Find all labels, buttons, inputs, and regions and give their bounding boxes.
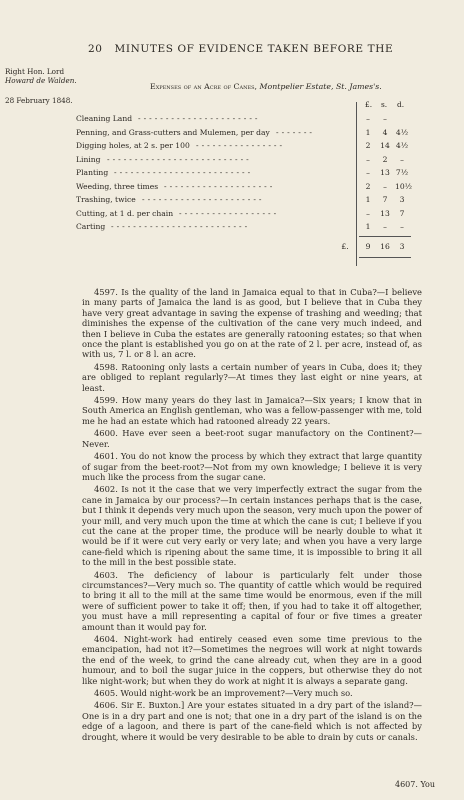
cell-shillings: –: [383, 114, 387, 123]
total-rule: [359, 236, 411, 237]
paragraph: 4597. Is the quality of the land in Jamaica equal to that in Cuba?—I believe in many parts of Jamaica the land is as good, but I believe that in Cuba they have very great advantage in saving the expense of trashing and weeding; that diminishes the expense of the cultivation of the cane very much indeed, and then I believe in Cuba the estates are generally ratooning estates; so that when once the plant is established you go on at the rate of 2 l. per acre, instead of, as with us, 7 l. or 8 l. an acre.: [82, 287, 422, 360]
cell-pence: 4½: [395, 141, 409, 150]
cell-pence: 3: [399, 195, 405, 204]
table-title: [150, 82, 382, 91]
col-pounds: £.: [365, 100, 373, 109]
cell-pounds: –: [366, 114, 370, 123]
row-label: Digging holes, at 2 s. per 100: [76, 141, 190, 150]
margin-witness: [5, 67, 77, 85]
paragraph: 4602. Is not it the case that we very imperfectly extract the sugar from the cane in Jamaica by our process?—In certain instances perhaps that is the case, but I think it depends very much upon the season, very much upon the power of your mill, and very much upon the time at which the cane is cut; I believe if you cut the cane at the proper time, the produce will be nearly double to what it would be if it were cut very early or very late; and when you have a very large cane-field which is ripening about the same time, it is impossible to bring it all to the mill in the best possible state.: [82, 484, 422, 568]
total-pounds: 9: [365, 242, 371, 251]
page-number: 20: [88, 43, 103, 55]
running-title: MINUTES OF EVIDENCE TAKEN BEFORE THE: [114, 43, 394, 55]
paragraph: 4604. Night-work had entirely ceased even some time previous to the emancipation, had not it?—Sometimes the negroes will work at night towards the end of the week, to grind the cane already cut, when they are in a good humour, and to boil the sugar juice in the coppers, but otherwise they do not like night-work; but when they do work at night it is always a separate gang.: [82, 634, 422, 686]
table-row: [76, 114, 411, 127]
row-label: Weeding, three times: [76, 181, 159, 191]
col-pence: d.: [397, 100, 405, 109]
table-row: [76, 195, 411, 208]
margin-date: 28 February 1848.: [5, 96, 73, 105]
total-row: [76, 242, 411, 255]
total-label: £.: [341, 242, 349, 251]
row-label: Planting: [76, 168, 109, 177]
leader-dots: --------------------: [164, 181, 276, 191]
paragraph: 4603. The deficiency of labour is particularly felt under those circumstances?—Very much so. The quantity of cattle which would be required to bring it all to the mill at the same time would be enormous, even if the mill were of sufficient power to take it off; then, if you had to take it off altogether, you must have a mill representing a capital of four or five times a greater amount than it would pay for.: [82, 569, 422, 632]
cell-pence: 7: [399, 208, 405, 218]
paragraph: 4599. How many years do they last in Jamaica?—Six years; I know that in South America an English gentleman, who was a fellow-passenger with me, told me he had an estate which had ratooned already 22 years.: [82, 395, 423, 426]
cell-shillings: 13: [380, 168, 390, 177]
cell-pounds: –: [366, 208, 370, 218]
table-row: [76, 128, 411, 141]
cell-pence: 7½: [395, 168, 409, 177]
paragraph: 4601. You do not know the process by which they extract that large quantity of sugar from the beet-root?—Not from my own knowledge; I believe it is very much like the process from the sugar cane.: [82, 451, 422, 482]
cell-pence: 10½: [395, 181, 413, 191]
table-row: [76, 222, 411, 235]
leader-dots: ------------------: [179, 208, 280, 218]
table-row: [76, 141, 411, 154]
witness-line-2: Howard de Walden.: [5, 76, 77, 85]
cell-shillings: 2: [382, 154, 388, 164]
cell-shillings: –: [383, 181, 387, 191]
cell-pounds: 1: [365, 222, 371, 231]
row-label: Lining: [76, 154, 101, 164]
leader-dots: --------------------------: [107, 154, 252, 164]
cell-shillings: 14: [380, 141, 390, 150]
table-title-estate: Montpelier Estate, St. James's.: [259, 82, 382, 91]
cell-pence: –: [400, 154, 404, 164]
paragraph: 4600. Have ever seen a beet-root sugar manufactory on the Continent?—Never.: [82, 428, 422, 449]
col-shillings: s.: [381, 100, 388, 109]
leader-dots: ----------------: [196, 141, 286, 150]
cell-pounds: 1: [365, 127, 371, 137]
table-row: [76, 209, 411, 222]
leader-dots: -------: [276, 127, 315, 137]
evidence-body: [82, 287, 422, 744]
row-label: Penning, and Grass-cutters and Mulemen, per day: [76, 127, 270, 137]
row-label: Carting: [76, 222, 106, 231]
table-row: [76, 155, 411, 168]
total-shillings: 16: [380, 242, 390, 251]
witness-line-1: Right Hon. Lord: [5, 67, 65, 76]
cell-pounds: 2: [365, 181, 371, 191]
cell-shillings: 4: [382, 127, 388, 137]
cell-pence: 4½: [395, 127, 409, 137]
paragraph: 4598. Ratooning only lasts a certain number of years in Cuba, does it; they are obliged to replant regularly?—At times they last eight or nine years, at least.: [82, 361, 422, 393]
cell-pounds: 2: [365, 141, 371, 150]
row-label: Cleaning Land: [76, 114, 133, 123]
leader-dots: ----------------------: [142, 195, 265, 204]
total-pence: 3: [399, 242, 405, 251]
cell-shillings: 13: [380, 208, 390, 218]
row-label: Trashing, twice: [76, 195, 136, 204]
cell-pence: –: [400, 222, 404, 231]
leader-dots: -------------------------: [111, 222, 251, 231]
total-rule-bottom: [359, 257, 411, 258]
table-row: [76, 182, 411, 195]
cell-shillings: 7: [382, 195, 388, 204]
leader-dots: -------------------------: [114, 168, 254, 177]
cell-pounds: –: [366, 168, 370, 177]
paragraph: 4605. Would night-work be an improvement?—Very much so.: [94, 688, 353, 699]
cell-pounds: 1: [365, 195, 371, 204]
row-label: Cutting, at 1 d. per chain: [76, 208, 174, 218]
table-title-prefix: Expenses of an Acre of Canes,: [150, 82, 260, 91]
leader-dots: ----------------------: [138, 114, 261, 123]
expenses-table: [76, 100, 411, 268]
cell-pounds: –: [366, 154, 370, 164]
catchword: 4607. You: [395, 780, 435, 789]
paragraph: 4606. Sir E. Buxton.] Are your estates situated in a dry part of the island?—One is in a dry part and one is not; that one in a dry part of the island is on the edge of a lagoon, and there is part of the cane-field which is not affected by drought, where it would be very desirable to be able to drain by cuts or canals.: [82, 700, 422, 742]
cell-shillings: –: [383, 222, 387, 231]
table-row: [76, 168, 411, 181]
running-header: [88, 43, 394, 55]
